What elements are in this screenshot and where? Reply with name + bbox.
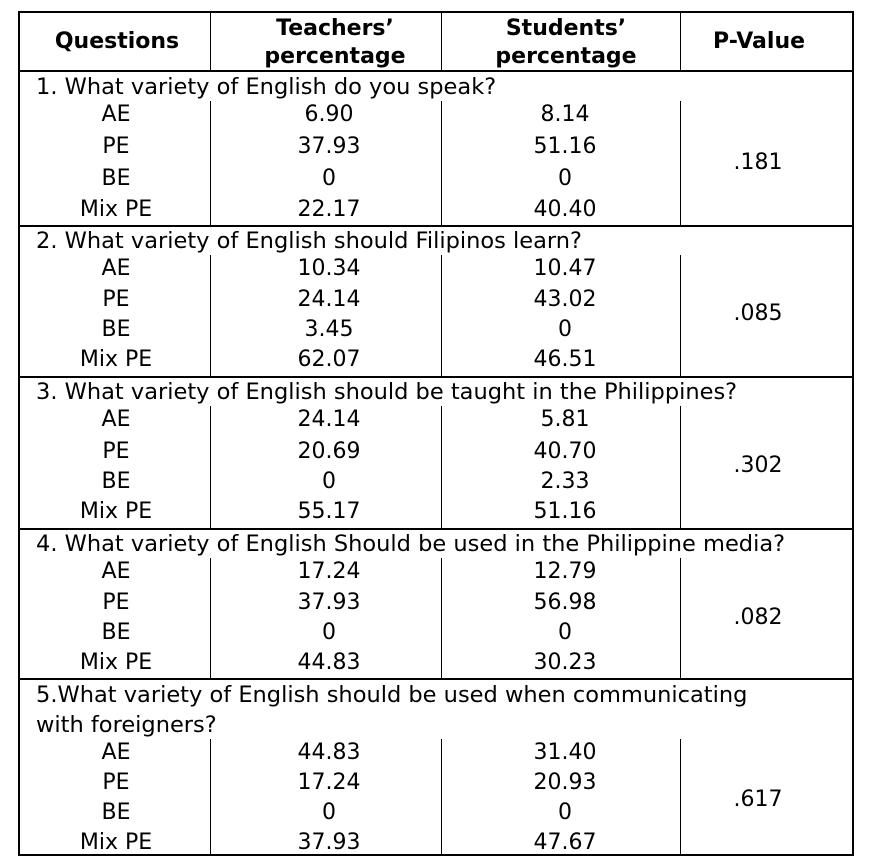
teachers-value: 37.93: [297, 134, 361, 159]
teachers-value: 55.17: [297, 499, 361, 524]
row-label: BE: [101, 469, 131, 494]
teachers-value: 0: [322, 800, 336, 825]
question-5-line2: with foreigners?: [36, 712, 217, 738]
header-p-value: P-Value: [712, 29, 806, 54]
header-teachers-line1: Teachers’: [276, 16, 394, 41]
students-value: 47.67: [533, 830, 597, 855]
row-label: PE: [102, 287, 130, 312]
teachers-value: 62.07: [297, 347, 361, 372]
column-divider: [210, 101, 211, 225]
row-label: Mix PE: [79, 830, 153, 855]
question-5-line1: 5.What variety of English should be used when communicating: [36, 682, 748, 708]
question-1: 1. What variety of English do you speak?: [36, 74, 497, 100]
p-value: .181: [733, 150, 783, 175]
students-value: 56.98: [533, 590, 597, 615]
header-students-line1: Students’: [505, 16, 627, 41]
column-divider: [680, 101, 681, 225]
teachers-value: 0: [322, 166, 336, 191]
teachers-value: 24.14: [297, 407, 361, 432]
teachers-value: 3.45: [304, 317, 354, 342]
column-divider: [680, 406, 681, 528]
row-label: Mix PE: [79, 499, 153, 524]
p-value: .302: [733, 453, 783, 478]
students-value: 0: [558, 317, 572, 342]
question-3: 3. What variety of English should be taught in the Philippines?: [36, 379, 738, 405]
row-label: PE: [102, 439, 130, 464]
teachers-value: 24.14: [297, 287, 361, 312]
row-label: PE: [102, 770, 130, 795]
teachers-value: 0: [322, 469, 336, 494]
header-teachers-line2: percentage: [264, 44, 406, 69]
students-value: 51.16: [533, 134, 597, 159]
students-value: 20.93: [533, 770, 597, 795]
header-divider: [20, 70, 852, 72]
p-value: .085: [733, 301, 783, 326]
row-label: BE: [101, 166, 131, 191]
teachers-value: 22.17: [297, 197, 361, 222]
column-divider: [210, 406, 211, 528]
column-divider: [210, 255, 211, 376]
section-divider: [20, 678, 852, 680]
row-label: BE: [101, 317, 131, 342]
students-value: 2.33: [540, 469, 590, 494]
row-label: Mix PE: [79, 197, 153, 222]
question-4: 4. What variety of English Should be used in the Philippine media?: [36, 531, 786, 557]
row-label: BE: [101, 620, 131, 645]
students-value: 8.14: [540, 102, 590, 127]
students-value: 0: [558, 620, 572, 645]
question-2: 2. What variety of English should Filipinos learn?: [36, 228, 582, 254]
column-divider: [441, 13, 442, 70]
header-questions: Questions: [54, 29, 180, 54]
teachers-value: 37.93: [297, 830, 361, 855]
column-divider: [441, 101, 442, 225]
students-value: 30.23: [533, 650, 597, 675]
teachers-value: 37.93: [297, 590, 361, 615]
row-label: Mix PE: [79, 650, 153, 675]
row-label: AE: [101, 740, 131, 765]
teachers-value: 17.24: [297, 559, 361, 584]
column-divider: [680, 255, 681, 376]
column-divider: [441, 558, 442, 678]
teachers-value: 6.90: [304, 102, 354, 127]
row-label: PE: [102, 134, 130, 159]
students-value: 46.51: [533, 347, 597, 372]
students-value: 51.16: [533, 499, 597, 524]
results-table: [18, 11, 854, 856]
row-label: BE: [101, 800, 131, 825]
column-divider: [680, 739, 681, 856]
row-label: PE: [102, 590, 130, 615]
row-label: Mix PE: [79, 347, 153, 372]
teachers-value: 44.83: [297, 740, 361, 765]
column-divider: [680, 558, 681, 678]
p-value: .082: [733, 605, 783, 630]
p-value: .617: [733, 787, 783, 812]
teachers-value: 20.69: [297, 439, 361, 464]
column-divider: [441, 406, 442, 528]
column-divider: [210, 739, 211, 856]
column-divider: [441, 255, 442, 376]
students-value: 5.81: [540, 407, 590, 432]
column-divider: [210, 558, 211, 678]
students-value: 40.40: [533, 197, 597, 222]
row-label: AE: [101, 407, 131, 432]
students-value: 0: [558, 800, 572, 825]
teachers-value: 10.34: [297, 256, 361, 281]
row-label: AE: [101, 256, 131, 281]
column-divider: [441, 739, 442, 856]
teachers-value: 44.83: [297, 650, 361, 675]
students-value: 40.70: [533, 439, 597, 464]
row-label: AE: [101, 102, 131, 127]
column-divider: [210, 13, 211, 70]
teachers-value: 17.24: [297, 770, 361, 795]
header-students-line2: percentage: [495, 44, 637, 69]
teachers-value: 0: [322, 620, 336, 645]
students-value: 31.40: [533, 740, 597, 765]
row-label: AE: [101, 559, 131, 584]
students-value: 0: [558, 166, 572, 191]
students-value: 43.02: [533, 287, 597, 312]
students-value: 12.79: [533, 559, 597, 584]
column-divider: [680, 13, 681, 70]
students-value: 10.47: [533, 256, 597, 281]
